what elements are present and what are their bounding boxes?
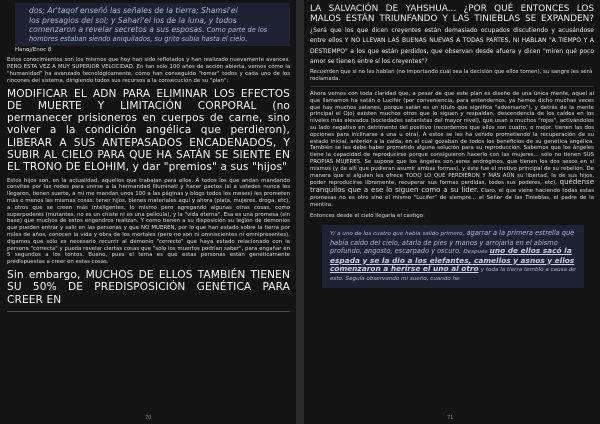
question-headline: LA SALVACIÓN DE YAHSHUA... ¿POR QUÉ ENTONCES LOS MALOS ESTÁN TRIUNFANDO Y LAS TINIEBLAS SE EXPANDEN? — [310, 4, 594, 25]
quote-tail: Como parte de los hombres estaban siendo aniquilados, su grito subía hasta el cielo. — [29, 26, 268, 43]
page-number-left: 70 — [145, 415, 152, 421]
reminder-note: Recuerden que si no les hablan (no importando cuál sea la decisión que ellos tomen), su sangre les será reclamada. — [310, 69, 593, 83]
quote-part-d: uno de ellos sacó la espada y se la dio a los elefantes, camellos y asnos y ellos comenzaron a herirse el uno al otro — [330, 246, 575, 273]
quote-part-b: agarrar a la primera estrella que había caído del cielo, atarla de pies y manos y arrojarla en el abismo profundo, angosto, escarpado y oscuro. — [330, 229, 575, 256]
quote-part-c: Después — [463, 249, 488, 256]
lead-line: Entonces desde el cielo llegaría el castigo: — [310, 212, 425, 219]
intro-paragraph: Estos conocimientos son los mismos que hoy han sido reflotados y han realizado nuevamente avances, PERO ESTA VEZ A MUY SUPERIOR VELOCIDAD. En tan sólo 100 años de acción abierta, vemos cómo la "humanidad" ha avanzado tecnológicamente, cómo han conseguido "tomar" todos y cada uno de los rincones del sistema, dirigiendo todos sus recursos a la consecución de su "plan": — [7, 57, 290, 84]
quote-line-1: dos; Ar'taqof enseñó las señales de la tierra; Shamsi'el — [29, 6, 238, 15]
plan-paragraph — [310, 91, 594, 209]
plan-body: Ahora vemos con toda claridad que, a pesar de que este plan es diseño de una única mente, aquel al que llamamos ha satán o Lucifer (por conveniencia, para entendernos, ya hemos dicho muchas veces que hay muchos satanes, porque satán es un título que significa "adversario"), y detrás de la mente principal el Ojo) existen muchos otros que lo siguen y respaldan, descendencia de los caídos en los niveles más elevados (sociedades satanistas del mayor nivel), que usan a muchos "rojos", activándolos su lado negativo en detrimento del positivo (recordemos que ellos son cuatro, o mejor, tienen las dos opciones para inclinarse a una u otra). A estos se les ha venido prometiendo la recuperación de su estado inicial, anterior a la caída, en el cual gozaban de todos los beneficios de su genética angélica. También se les debe haber prometido alguna solución para su reproducción. Sabemos que los ángeles tiene la capacidad de reproducirse porque consiguieron hacerlo con las mujeres... sólo no tienen SUS PROPIAS MUJERES. Se supone que los ángeles son seres andróginos, que tienen los dos sexos en sí mismos (y de allí que pudieran asumir ambas formas), y éste fue el motivo principal de su rebelión. De manera que si alguien les ofrece TODO LO QUE PERDIERON Y MÁS AÚN su libertad, la de sus hijos, poder reproducirse libremente, recuperar sus formas perdidas, todos sus poderes, etc), — [310, 91, 594, 187]
body-paragraph: Estos hijos son, en la actualidad, aquellos que trabajan para ellos. A todos los que andan mandando convites por las redes para unirse a la hermandad Illuminati y hacer pactos (si a ustedes nunca les llegaron, tienen suerte, a mi me mandan unos 100 a las páginas y blogs todos los meses) les prometen más o menos las mismas cosas: tener hijos, bienes materiales aquí y ahora (plata, mujeres, droga, etc), a otros que se creen más inteligentes, lo mismo pero agregando algunas otras cosas, como superpoderes (mutantes, no es un chiste ni es una película), y la "vida eterna". Esa es una promesa (sin base) que muchos de estos engendros realizan. Y como tienen a su disposición su legión de demonios que pueden entrar y salir en las personas y que NO MUEREN, por lo que han estado sobre la tierra por miles de años, conocen la vida y obra de los mortales (pero no son ni omniscientes ni omnipresentes), digamos que sólo es necesario recurrir al demonio "correcto" que haya estado relacionado con la persona "correcta" y pueda revelar ciertas cosas que "sólo los muertos podrían saber", para engañar en 5 segundos a los tontos. Bueno, pues el tema es que estas personas están genéticamente predispuestas a creer en estas cosas. — [7, 177, 290, 266]
quote-reference: Hanoj/Enoc 8 — [15, 47, 52, 54]
closing-paragraph: Sin embargo, MUCHOS DE ELLOS TAMBIÉN TIENEN SU 50% DE PREDISPOSICIÓN GENÉTICA PARA CREER EN — [7, 269, 290, 306]
quote-part-a: Y/ a uno de los cuatro que había salido primero, — [330, 231, 465, 238]
right-page — [304, 0, 600, 424]
quote-line-2: los presagios del sol; y Sahari'el los de la luna, y todos — [29, 15, 237, 25]
question-paragraph — [310, 4, 594, 66]
section-rule — [310, 86, 594, 87]
headline-paragraph: MODIFICAR EL ADN PARA ELIMINAR LOS EFECTOS DE MUERTE Y LIMITACIÓN CORPORAL (no permanecer prisioneros en cuerpos de carne, sino volver a la condición angélica que perdieron), LIBERAR A SUS ANTEPASADOS ENCADENADOS, Y SUBIR AL CIELO PARA QUE HA SATÁN SE SIENTE EN EL TRONO DE ELOHIM, y dar "premios" a sus "hijos" — [7, 87, 290, 174]
question-body: ¿Será que los que dicen creyentes están demasiado ocupados discutiendo y acusándose entre ellos Y NO LLEVAN LAS BUENAS NUEVAS A TODAS PARTES, NI HABLAN "A TIEMPO Y A DESTIEMPO" a los que están perdidos, que observan desde afuera y dicen "miren qué poco amor se tienen entre sí los creyentes"? — [310, 26, 594, 66]
left-page — [0, 0, 296, 424]
footer-divider — [7, 311, 290, 312]
plan-tail: Claro, el que viene haciendo todas estas promesas no es otro sino el mismo "Lucifer" de siempre... el Señor de las Tinieblas, el padre de la mentira. — [310, 188, 595, 208]
book-gutter — [296, 0, 304, 424]
scripture-quote-bottom — [322, 225, 584, 287]
quote-part-e: y toda la tierra tembló a causa de esto. Seguía observando mi sueño, cuando he — [330, 267, 576, 283]
quote-line-3: comenzaron a revelar secretos a sus esposas. — [29, 25, 205, 35]
plan-emphasis: quédense tranquilos que a ese lo siguen como a su líder. — [310, 178, 594, 195]
scripture-quote-top — [15, 3, 290, 46]
page-number-right: 71 — [447, 415, 454, 421]
